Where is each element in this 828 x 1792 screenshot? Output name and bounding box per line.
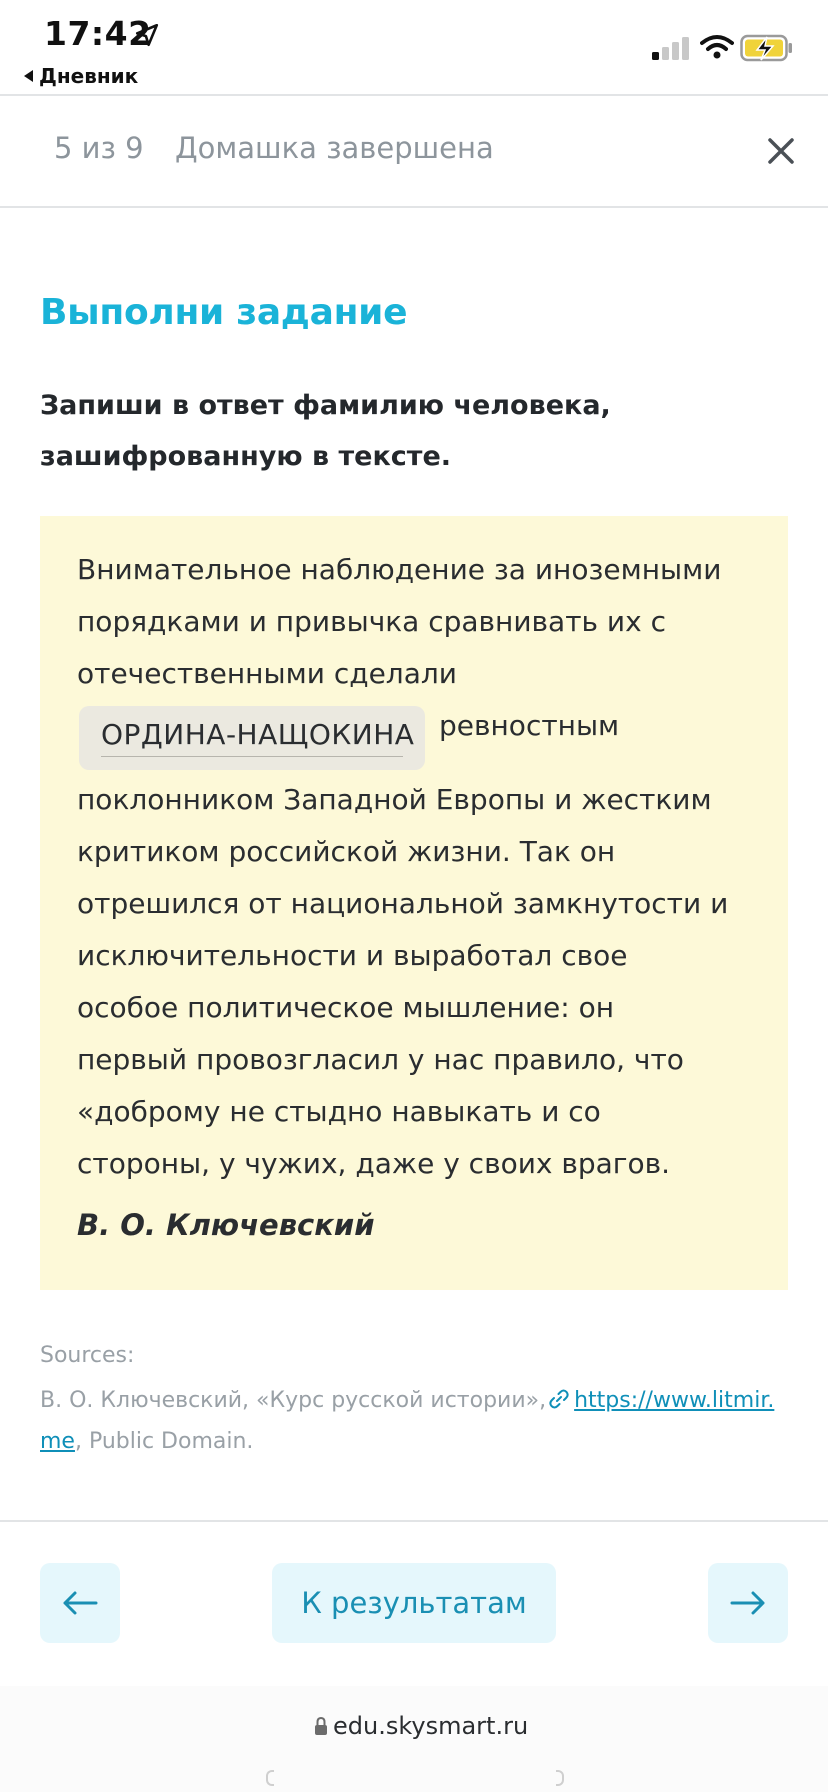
passage-line: поклонником Западной Европы и жестким [77, 783, 712, 816]
status-bar [0, 0, 828, 94]
passage-line: отечественными сделали [77, 657, 457, 690]
source-link-cont[interactable]: me [40, 1429, 75, 1454]
battery-charging-icon [740, 34, 794, 62]
lock-icon [314, 1716, 328, 1736]
answer-field[interactable] [79, 706, 425, 770]
previous-button[interactable] [40, 1563, 120, 1643]
task-instruction: Запиши в ответ фамилию человека, зашифрованную в тексте. [40, 390, 611, 472]
header-title: Домашка завершена [175, 131, 494, 165]
back-triangle-icon [24, 70, 33, 82]
source-citation [40, 1388, 774, 1413]
status-time: 17:42 [44, 14, 152, 53]
results-button[interactable]: К результатам [272, 1563, 556, 1643]
passage-author: В. О. Ключевский [77, 1208, 375, 1242]
footer-divider [0, 1520, 828, 1522]
answer-value: ОРДИНА-НАЩОКИНА [101, 718, 415, 751]
license-text: , Public Domain. [74, 1429, 254, 1454]
browser-url[interactable]: edu.skysmart.ru [333, 1712, 529, 1740]
passage-line: исключительности и выработал свое [77, 939, 628, 972]
arrow-left-icon [60, 1587, 100, 1619]
next-button[interactable] [708, 1563, 788, 1643]
passage-line: Внимательное наблюдение за иноземными [77, 553, 722, 586]
close-icon[interactable] [764, 134, 798, 168]
citation-text: В. О. Ключевский, «Курс русской истории», [40, 1388, 547, 1413]
back-label: Дневник [39, 64, 139, 88]
sources-label: Sources: [40, 1343, 135, 1368]
scroll-indicator-right [556, 1770, 564, 1786]
source-citation-cont [40, 1429, 253, 1454]
passage-line: критиком российской жизни. Так он [77, 835, 616, 868]
passage-line: ревностным [439, 709, 620, 742]
header-divider [0, 206, 828, 208]
passage-panel [40, 516, 788, 1290]
answer-underline [101, 756, 403, 757]
source-link[interactable]: https://www.litmir. [574, 1388, 775, 1413]
status-divider [0, 94, 828, 96]
scroll-indicator-left [266, 1770, 274, 1786]
arrow-right-icon [728, 1587, 768, 1619]
passage-line: первый провозгласил у нас правило, что [77, 1043, 684, 1076]
passage-line: порядками и привычка сравнивать их с [77, 605, 666, 638]
wifi-icon [700, 34, 734, 60]
back-to-app-link[interactable] [24, 64, 138, 88]
link-icon [548, 1388, 570, 1410]
question-counter: 5 из 9 [54, 131, 144, 165]
passage-line: стороны, у чужих, даже у своих врагов. [77, 1147, 671, 1180]
passage-line: особое политическое мышление: он [77, 991, 615, 1024]
cellular-signal-icon [651, 36, 693, 60]
location-arrow-icon [134, 22, 160, 48]
passage-line: отрешился от национальной замкнутости и [77, 887, 729, 920]
passage-line: «доброму не стыдно навыкать и со [77, 1095, 601, 1128]
task-title: Выполни задание [40, 292, 408, 333]
